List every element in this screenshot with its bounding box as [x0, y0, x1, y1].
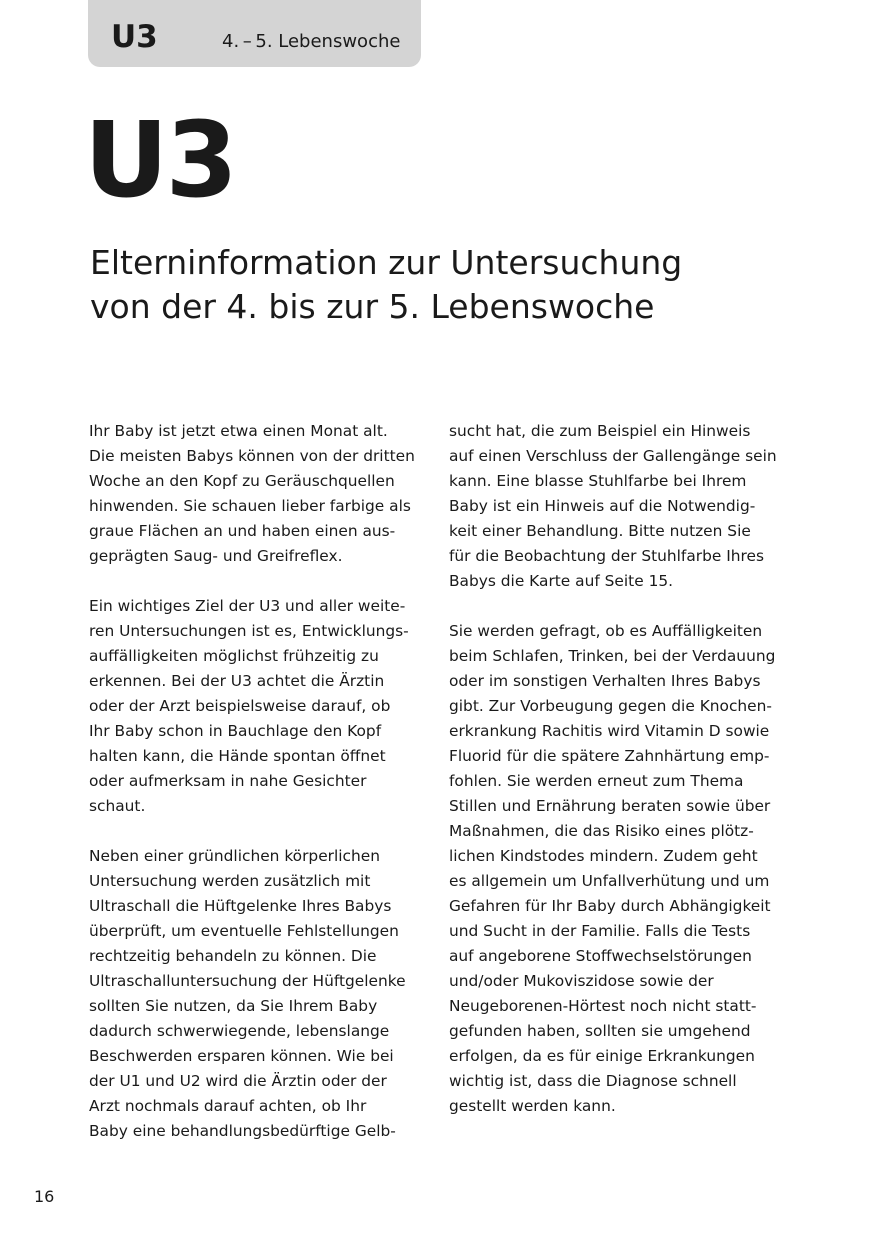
- text-line: Ein wichtiges Ziel der U3 und aller weite-: [89, 597, 406, 615]
- text-line: Babys die Karte auf Seite 15.: [449, 572, 674, 590]
- text-line: oder aufmerksam in nahe Gesichter: [89, 772, 367, 790]
- text-line: geprägten Saug- und Greifreflex.: [89, 547, 343, 565]
- text-line: Stillen und Ernährung beraten sowie über: [449, 797, 771, 815]
- text-line: dadurch schwerwiegende, lebenslange: [89, 1022, 390, 1040]
- header-tab: [88, 0, 421, 67]
- text-line: Neben einer gründlichen körperlichen: [89, 847, 380, 865]
- text-line: fohlen. Sie werden erneut zum Thema: [449, 772, 744, 790]
- text-line: wichtig ist, dass die Diagnose schnell: [449, 1072, 737, 1090]
- text-line: es allgemein um Unfallverhütung und um: [449, 872, 770, 890]
- text-line: Untersuchung werden zusätzlich mit: [89, 872, 371, 890]
- text-line: gibt. Zur Vorbeugung gegen die Knochen-: [449, 697, 772, 715]
- paragraph: [89, 594, 434, 819]
- paragraph: [89, 844, 434, 1144]
- text-line: erkennen. Bei der U3 achtet die Ärztin: [89, 672, 385, 690]
- text-line: Baby eine behandlungsbedürftige Gelb-: [89, 1122, 396, 1140]
- text-line: gefunden haben, sollten sie umgehend: [449, 1022, 751, 1040]
- right-column: [449, 419, 794, 1144]
- text-line: erkrankung Rachitis wird Vitamin D sowie: [449, 722, 770, 740]
- text-line: Arzt nochmals darauf achten, ob Ihr: [89, 1097, 367, 1115]
- text-line: beim Schlafen, Trinken, bei der Verdauung: [449, 647, 776, 665]
- page-title: U3: [84, 99, 235, 221]
- paragraph: [449, 419, 794, 594]
- text-line: auffälligkeiten möglichst frühzeitig zu: [89, 647, 379, 665]
- text-line: gestellt werden kann.: [449, 1097, 616, 1115]
- text-line: Neugeborenen-Hörtest noch nicht statt-: [449, 997, 757, 1015]
- paragraph: [89, 419, 434, 569]
- subtitle-line: von der 4. bis zur 5. Lebenswoche: [90, 287, 655, 326]
- text-line: halten kann, die Hände spontan öffnet: [89, 747, 386, 765]
- text-line: Ihr Baby schon in Bauchlage den Kopf: [89, 722, 382, 740]
- page-subtitle: [90, 241, 790, 329]
- text-line: und/oder Mukoviszidose sowie der: [449, 972, 714, 990]
- text-line: Gefahren für Ihr Baby durch Abhängigkeit: [449, 897, 771, 915]
- left-column: [89, 419, 434, 1169]
- text-line: Baby ist ein Hinweis auf die Notwendig-: [449, 497, 756, 515]
- subtitle-line: Elterninformation zur Untersuchung: [90, 243, 683, 282]
- text-line: Beschwerden ersparen können. Wie bei: [89, 1047, 394, 1065]
- text-line: auf einen Verschluss der Gallengänge sein: [449, 447, 777, 465]
- text-line: Ultraschalluntersuchung der Hüftgelenke: [89, 972, 406, 990]
- text-line: schaut.: [89, 797, 146, 815]
- text-line: überprüft, um eventuelle Fehlstellungen: [89, 922, 399, 940]
- header-tab-label: 4. – 5. Lebenswoche: [222, 31, 401, 52]
- text-line: Die meisten Babys können von der dritten: [89, 447, 415, 465]
- paragraph: [449, 619, 794, 1119]
- text-line: graue Flächen an und haben einen aus-: [89, 522, 396, 540]
- text-line: Woche an den Kopf zu Geräuschquellen: [89, 472, 395, 490]
- text-line: rechtzeitig behandeln zu können. Die: [89, 947, 377, 965]
- text-line: Sie werden gefragt, ob es Auffälligkeiten: [449, 622, 763, 640]
- text-line: oder der Arzt beispielsweise darauf, ob: [89, 697, 391, 715]
- text-line: sollten Sie nutzen, da Sie Ihrem Baby: [89, 997, 378, 1015]
- text-line: lichen Kindstodes mindern. Zudem geht: [449, 847, 758, 865]
- text-line: Fluorid für die spätere Zahnhärtung emp-: [449, 747, 770, 765]
- text-line: Ihr Baby ist jetzt etwa einen Monat alt.: [89, 422, 388, 440]
- text-line: ren Untersuchungen ist es, Entwicklungs-: [89, 622, 409, 640]
- text-line: keit einer Behandlung. Bitte nutzen Sie: [449, 522, 751, 540]
- text-line: erfolgen, da es für einige Erkrankungen: [449, 1047, 755, 1065]
- text-line: Ultraschall die Hüftgelenke Ihres Babys: [89, 897, 392, 915]
- text-line: kann. Eine blasse Stuhlfarbe bei Ihrem: [449, 472, 747, 490]
- header-tab-code: U3: [111, 19, 158, 55]
- text-line: hinwenden. Sie schauen lieber farbige als: [89, 497, 411, 515]
- page-number: 16: [34, 1187, 55, 1206]
- text-line: für die Beobachtung der Stuhlfarbe Ihres: [449, 547, 764, 565]
- text-line: oder im sonstigen Verhalten Ihres Babys: [449, 672, 761, 690]
- text-line: auf angeborene Stoffwechselstörungen: [449, 947, 752, 965]
- text-line: der U1 und U2 wird die Ärztin oder der: [89, 1072, 387, 1090]
- text-line: und Sucht in der Familie. Falls die Tests: [449, 922, 751, 940]
- text-line: sucht hat, die zum Beispiel ein Hinweis: [449, 422, 751, 440]
- text-line: Maßnahmen, die das Risiko eines plötz-: [449, 822, 754, 840]
